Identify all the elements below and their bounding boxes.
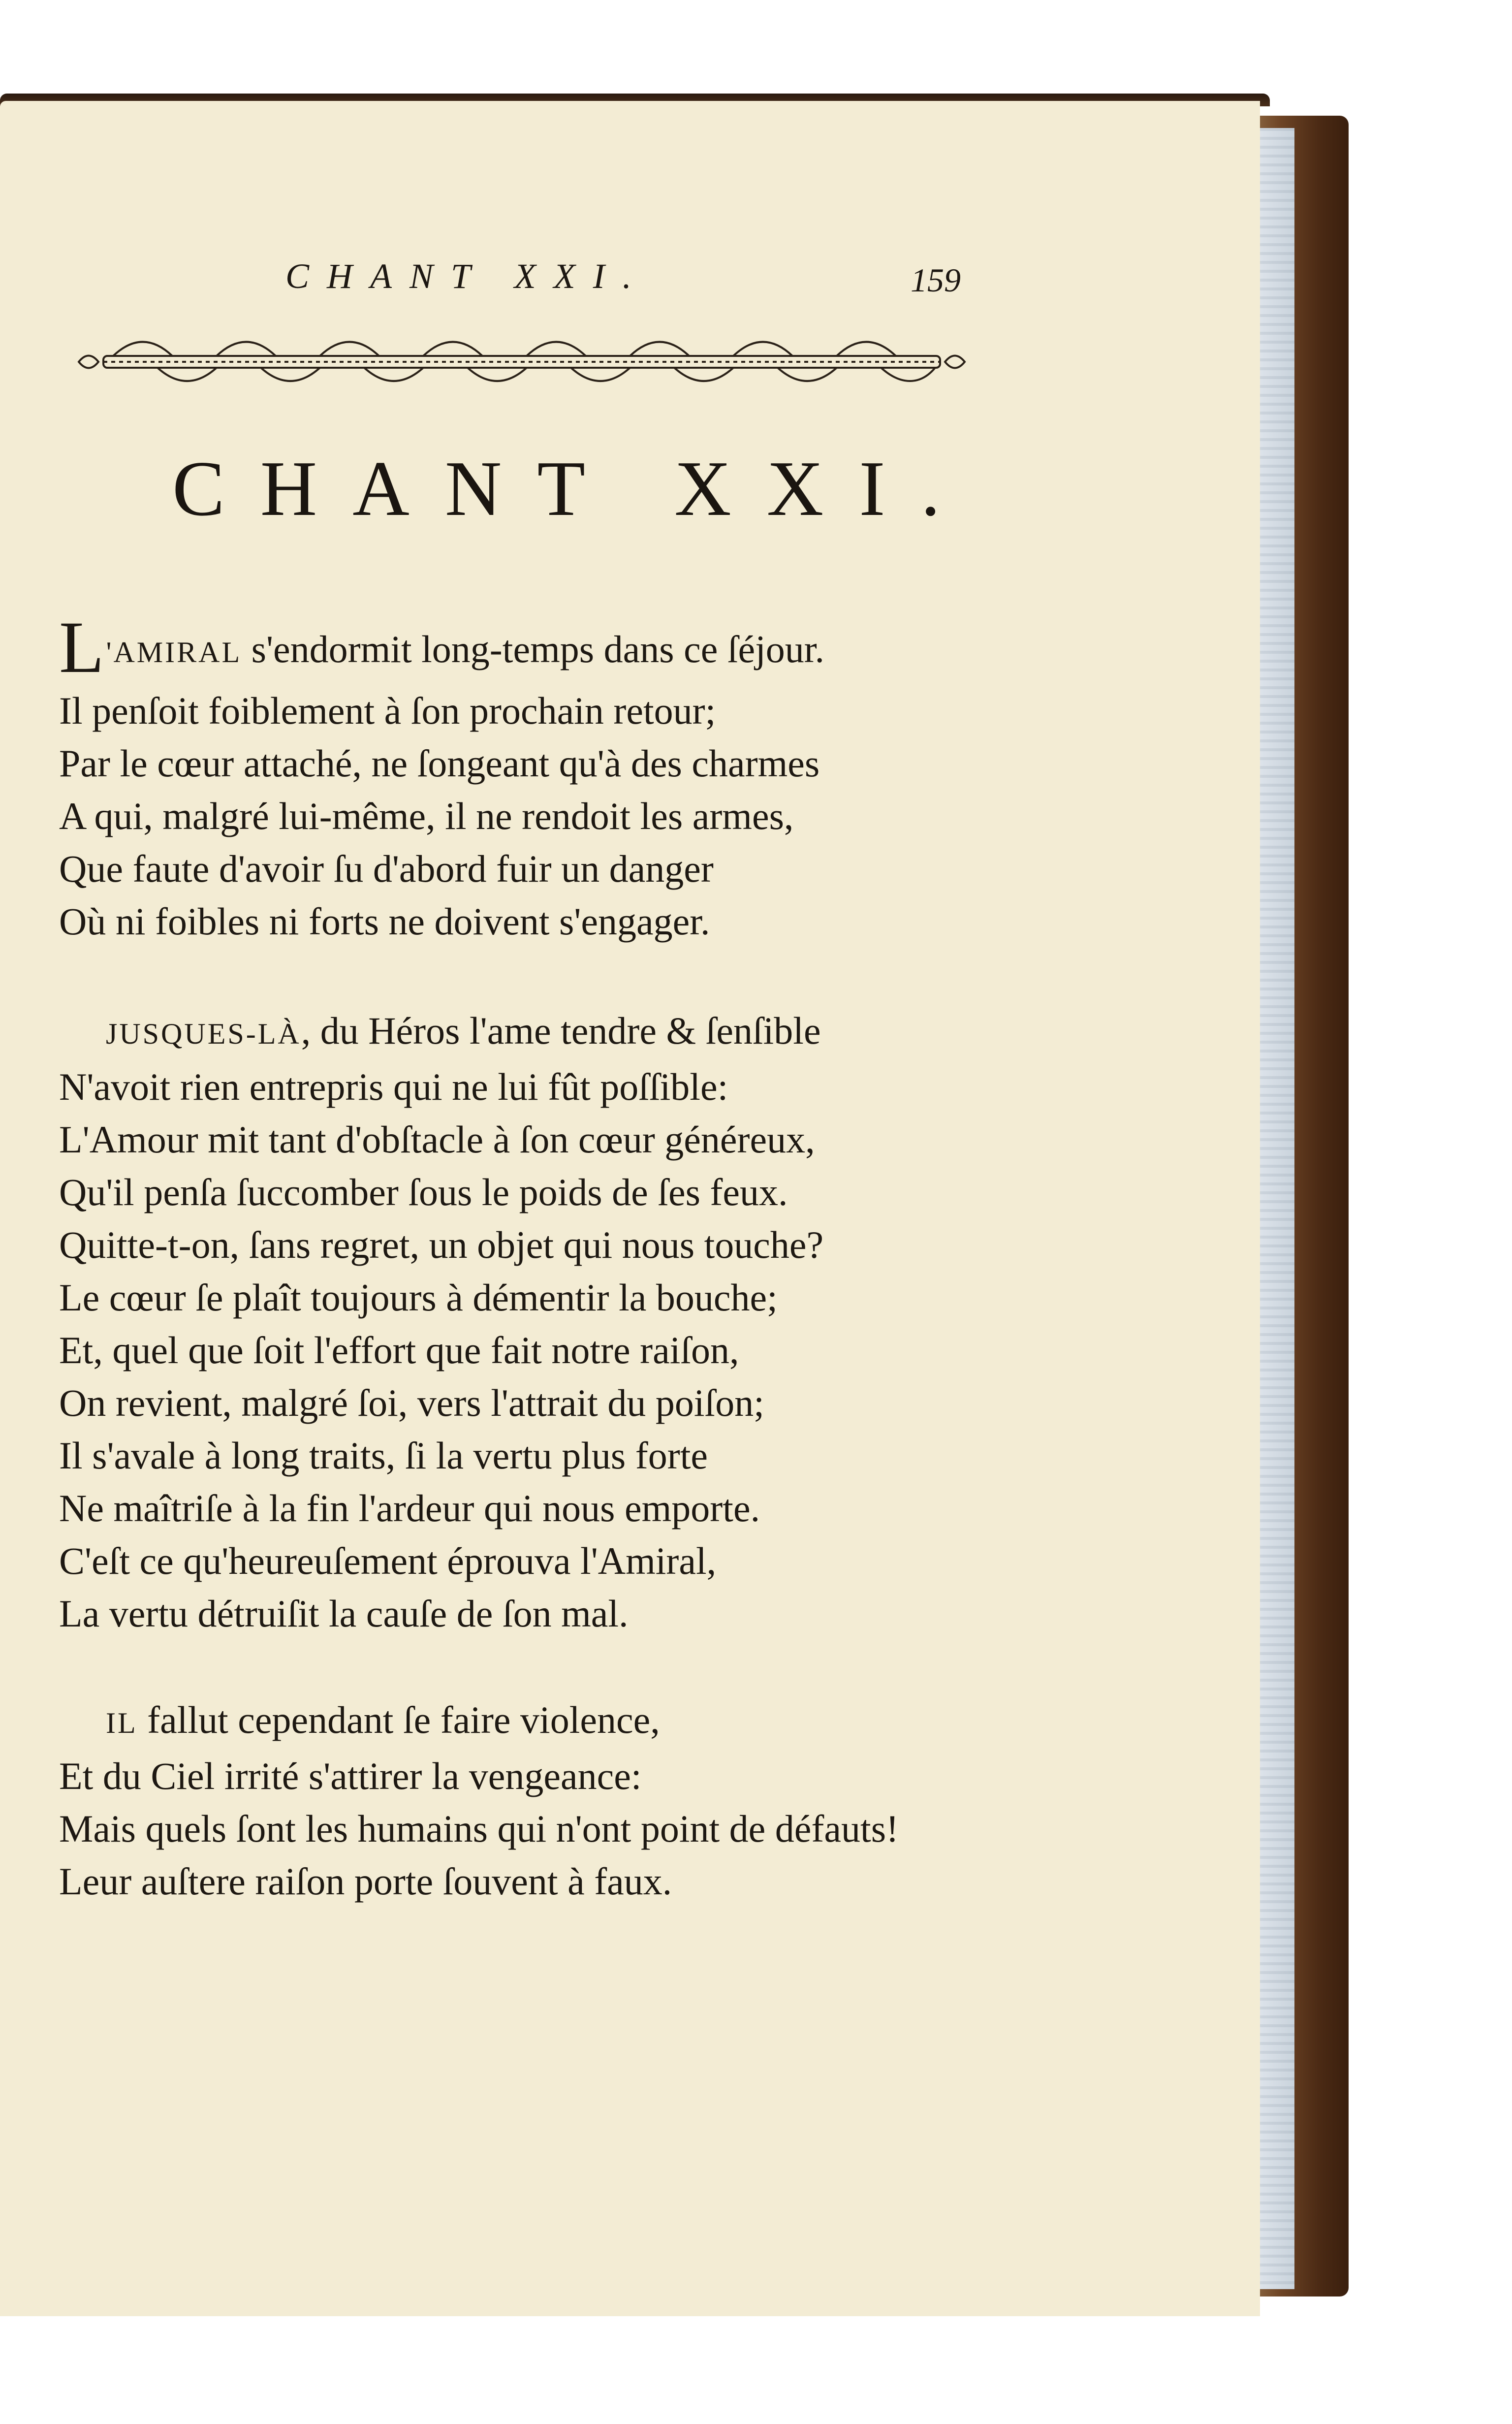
small-caps-word: IL bbox=[106, 1707, 138, 1739]
verse-line bbox=[59, 606, 994, 688]
verse-line-text: s'endormit long-temps dans ce ſéjour. bbox=[242, 628, 824, 670]
verse-line: On revient, malgré ſoi, vers l'attrait du poiſon; bbox=[59, 1381, 764, 1424]
verse-line: Où ni foibles ni forts ne doivent s'engager. bbox=[59, 900, 710, 943]
page-number: 159 bbox=[911, 261, 961, 299]
verse-line: N'avoit rien entrepris qui ne lui fût poſſible: bbox=[59, 1065, 728, 1108]
verse-line: Leur auſtere raiſon porte ſouvent à faux. bbox=[59, 1860, 672, 1903]
verse-line: Il penſoit foiblement à ſon prochain retour; bbox=[59, 689, 716, 732]
verse-line: Que faute d'avoir ſu d'abord fuir un danger bbox=[59, 847, 714, 890]
stanza-2 bbox=[59, 1004, 994, 1640]
verse-line: Et, quel que ſoit l'effort que fait notre raiſon, bbox=[59, 1329, 739, 1371]
verse-line-text: fallut cependant ſe faire violence, bbox=[137, 1698, 660, 1741]
stanza-3 bbox=[59, 1693, 994, 1908]
verse-line bbox=[59, 1004, 994, 1060]
verse-line: La vertu détruiſit la cauſe de ſon mal. bbox=[59, 1592, 629, 1635]
small-caps-word: JUSQUES-LÀ bbox=[106, 1018, 301, 1050]
verse-line: Par le cœur attaché, ne ſongeant qu'à des charmes bbox=[59, 742, 820, 785]
stanza-1 bbox=[59, 606, 994, 948]
verse-line: A qui, malgré lui-même, il ne rendoit les armes, bbox=[59, 795, 794, 837]
verse-line: Il s'avale à long traits, ſi la vertu plus forte bbox=[59, 1434, 708, 1477]
verse-line: Quitte-t-on, ſans regret, un objet qui nous touche? bbox=[59, 1223, 824, 1266]
verse-line-text: , du Héros l'ame tendre & ſenſible bbox=[301, 1009, 821, 1052]
ornamental-headpiece bbox=[69, 332, 975, 391]
verse-line: Et du Ciel irrité s'attirer la vengeance: bbox=[59, 1754, 642, 1797]
running-head: CHANT XXI. bbox=[285, 256, 649, 296]
verse-line: Le cœur ſe plaît toujours à démentir la bouche; bbox=[59, 1276, 778, 1319]
verse-line: Mais quels ſont les humains qui n'ont point de défauts! bbox=[59, 1807, 899, 1850]
drop-cap: L bbox=[59, 606, 104, 688]
verse-line: C'eſt ce qu'heureuſement éprouva l'Amiral, bbox=[59, 1539, 717, 1582]
verse-line bbox=[59, 1693, 994, 1750]
small-caps-word: 'AMIRAL bbox=[106, 636, 242, 669]
verse-line: Ne maîtriſe à la fin l'ardeur qui nous emporte. bbox=[59, 1487, 760, 1530]
verse-line: Qu'il penſa ſuccomber ſous le poids de ſes feux. bbox=[59, 1171, 788, 1213]
verse-line: L'Amour mit tant d'obſtacle à ſon cœur généreux, bbox=[59, 1118, 815, 1161]
chapter-title: CHANT XXI. bbox=[172, 445, 976, 532]
